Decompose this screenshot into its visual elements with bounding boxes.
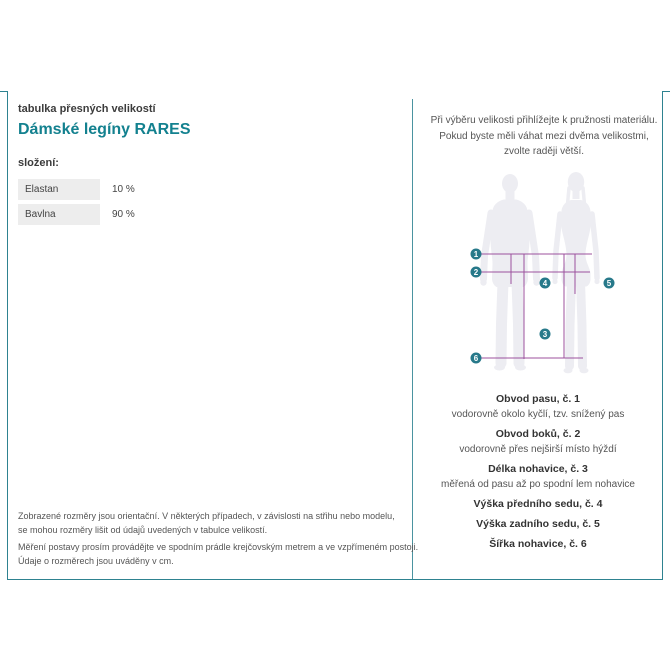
measurement-item <box>413 516 663 532</box>
measurement-desc: vodorovně okolo kyčlí, tzv. snížený pas <box>451 409 625 420</box>
measurement-notes <box>18 510 418 568</box>
measurement-title: Šířka nohavice, č. 6 <box>489 538 587 550</box>
measurement-desc: vodorovně přes nejširší místo hýždí <box>459 444 617 455</box>
note-line: se mohou rozměry lišit od údajů uvedených v tabulce velikostí. <box>18 524 268 535</box>
marker-1-number: 1 <box>473 250 479 259</box>
material-name: Elastan <box>18 179 100 200</box>
marker-3-number: 3 <box>542 330 548 339</box>
marker-2-number: 2 <box>473 268 479 277</box>
marker-6-number: 6 <box>473 354 479 363</box>
marker-4-number: 4 <box>542 279 548 288</box>
advice-line: zvolte raději větší. <box>503 146 585 157</box>
measurement-item <box>413 391 663 422</box>
composition-row <box>18 204 208 225</box>
product-title: Dámské legíny RARES <box>18 121 191 138</box>
composition-heading: složení: <box>18 157 59 169</box>
table-subtitle: tabulka přesných velikostí <box>18 103 156 115</box>
advice-line: Pokud byste měli váhat mezi dvěma velikostmi, <box>439 130 649 142</box>
composition-row <box>18 179 208 200</box>
measurement-item <box>413 461 663 492</box>
material-percent: 10 % <box>112 184 135 195</box>
measurement-legend <box>413 391 663 556</box>
measurement-diagram <box>455 166 635 381</box>
measurement-title: Délka nohavice, č. 3 <box>488 463 588 475</box>
measurement-item <box>413 536 663 552</box>
composition-table <box>18 179 208 229</box>
markers <box>471 249 615 364</box>
material-percent: 90 % <box>112 209 135 220</box>
measurement-item <box>413 426 663 457</box>
measurement-title: Výška zadního sedu, č. 5 <box>476 518 600 530</box>
size-advice <box>426 113 662 160</box>
measurement-desc: měřená od pasu až po spodní lem nohavice <box>440 479 635 490</box>
measurement-item <box>413 496 663 512</box>
note-line: Údaje o rozměrech jsou uváděny v cm. <box>18 555 174 566</box>
note-line: Měření postavy prosím provádějte ve spodním prádle krejčovským metrem a ve vzpřímeném postoji. <box>18 542 419 552</box>
measurement-title: Výška předního sedu, č. 4 <box>473 498 603 510</box>
material-name: Bavlna <box>18 204 100 225</box>
note-line: Zobrazené rozměry jsou orientační. V některých případech, v závislosti na střihu nebo modelu, <box>18 511 395 521</box>
measurement-title: Obvod pasu, č. 1 <box>495 393 581 405</box>
advice-line: Při výběru velikosti přihlížejte k pružnosti materiálu. <box>430 115 658 126</box>
side-silhouette <box>552 172 599 373</box>
marker-5-number: 5 <box>606 279 612 288</box>
measurement-title: Obvod boků, č. 2 <box>495 428 581 440</box>
